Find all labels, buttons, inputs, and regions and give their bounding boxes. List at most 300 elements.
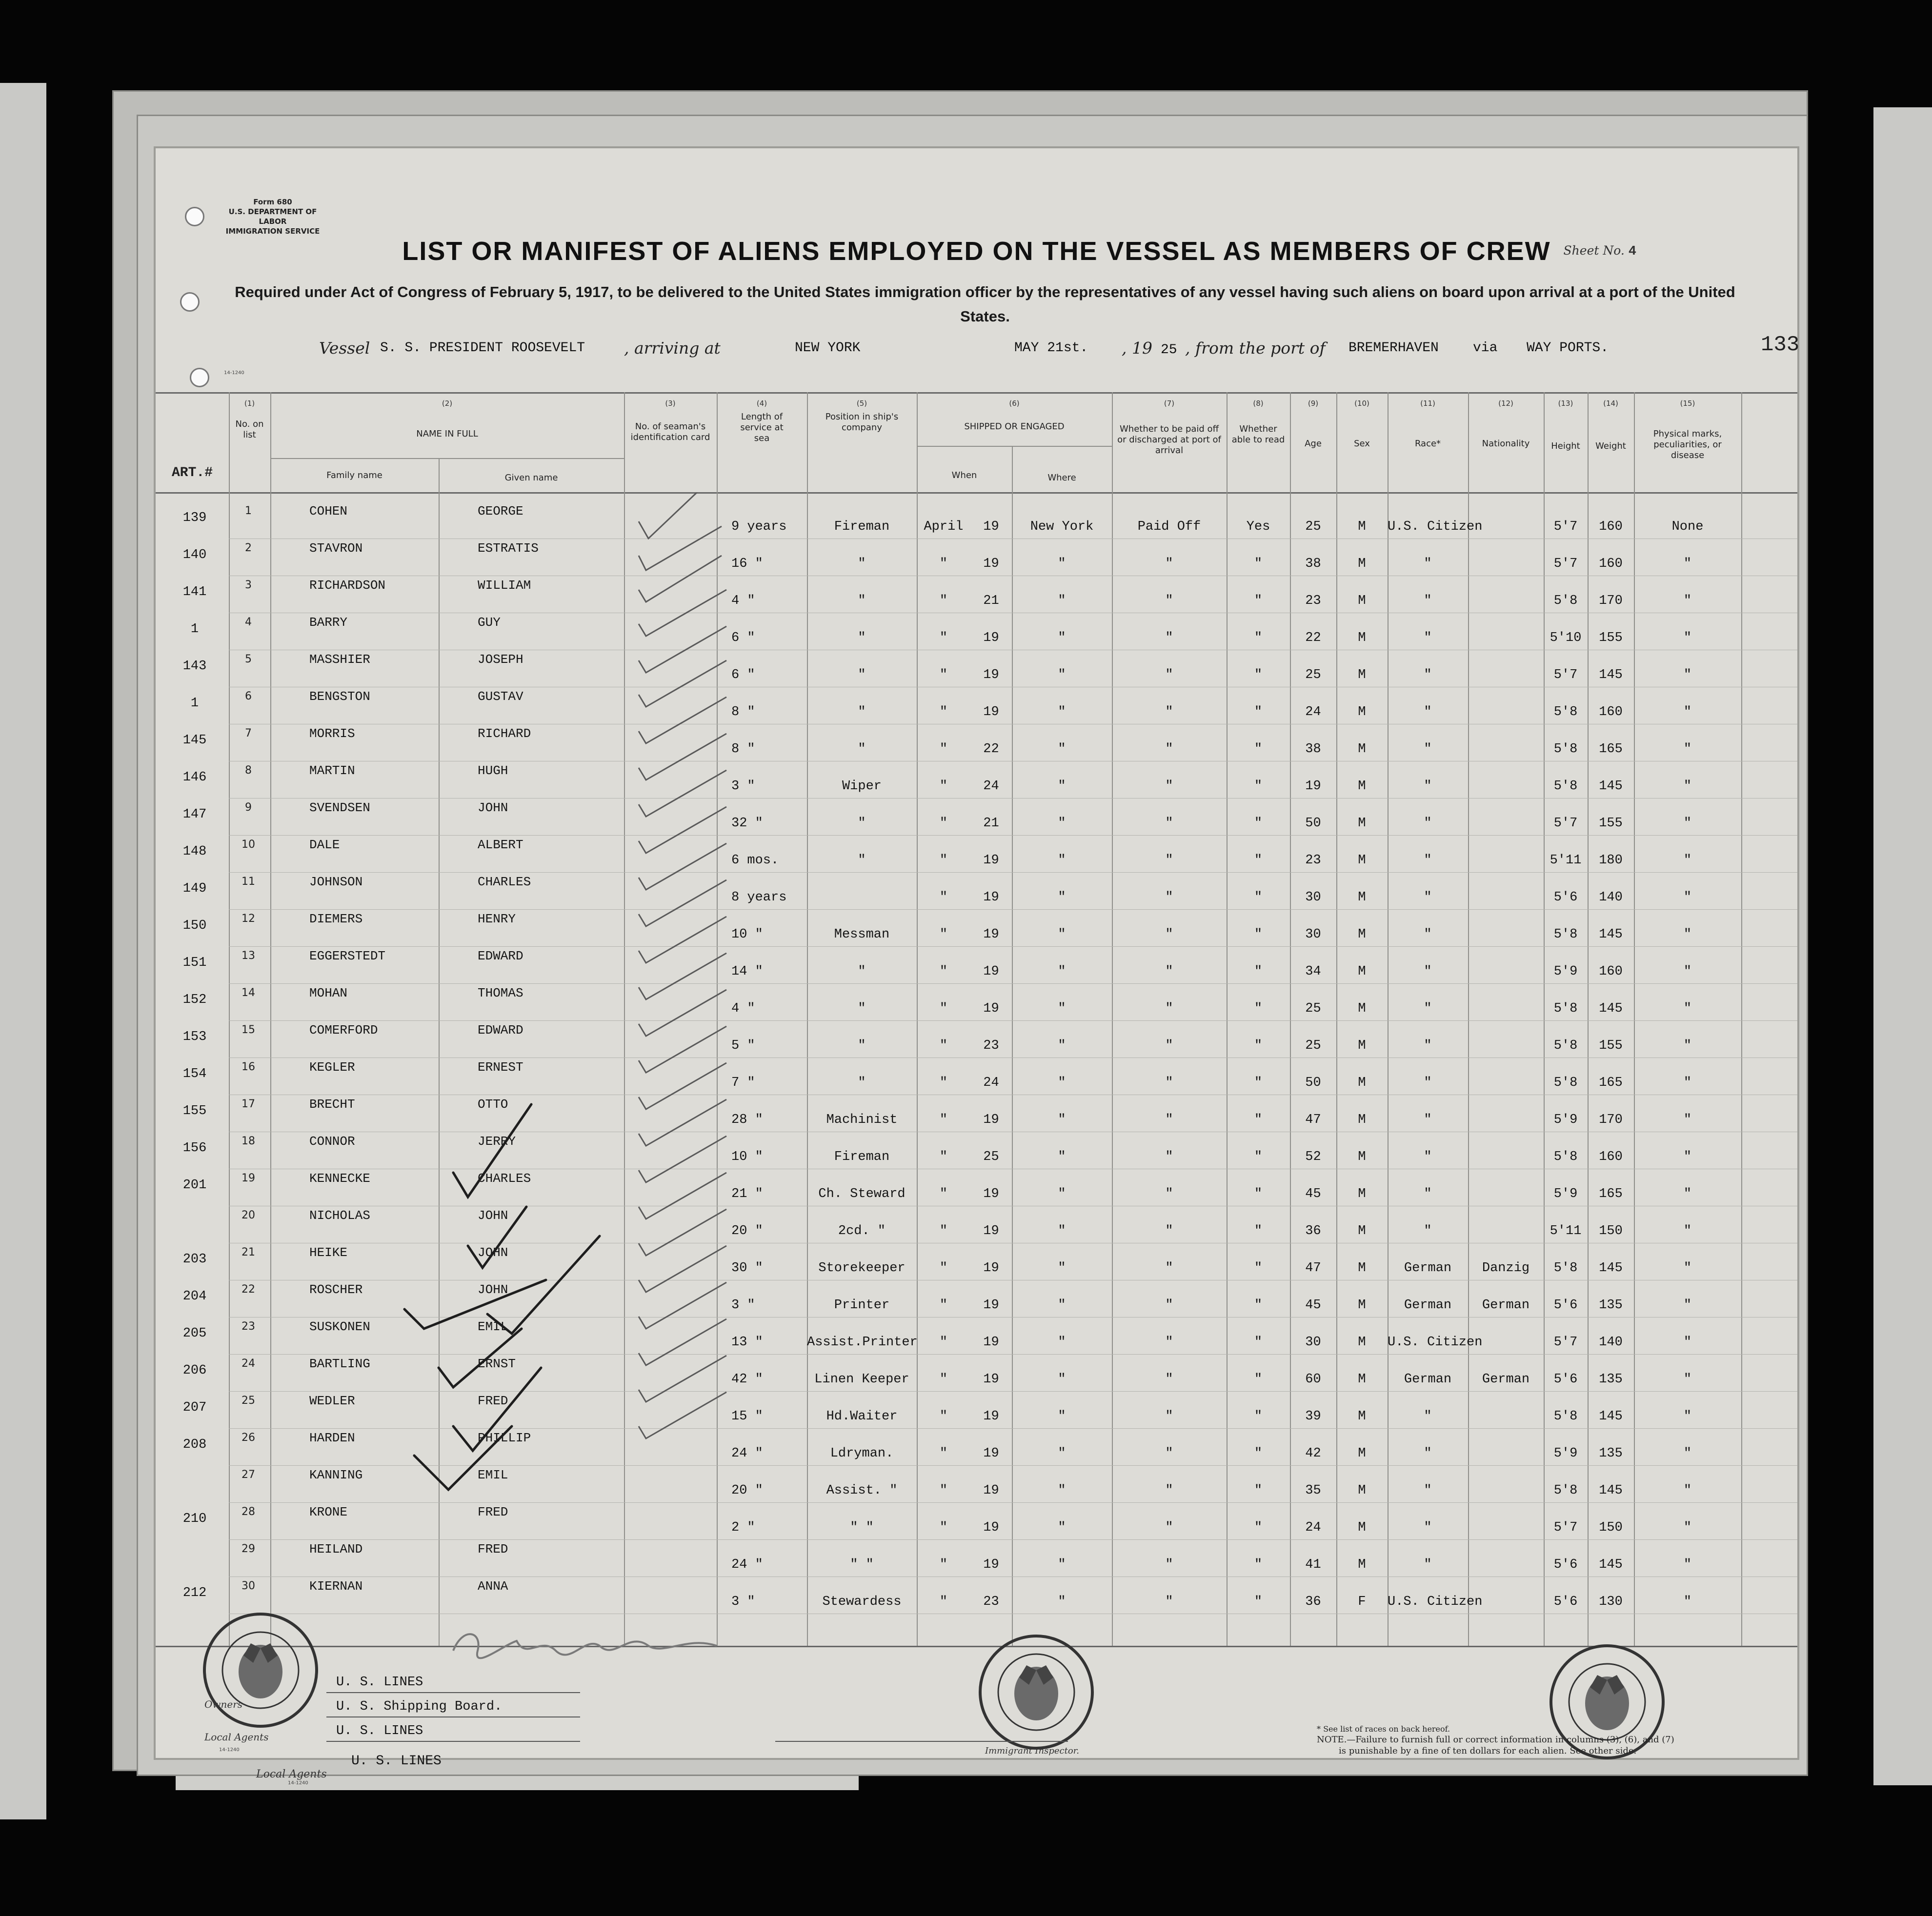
row-list-number: 24: [242, 1357, 255, 1370]
consulate-seal-center: [975, 1631, 1097, 1753]
row-art-number: 205: [182, 1326, 207, 1341]
row-where: ": [1058, 1038, 1066, 1053]
row-able-to-read: Yes: [1246, 519, 1270, 534]
col-header-name: NAME IN FULL: [416, 429, 478, 439]
row-list-number: 15: [242, 1024, 255, 1036]
row-when-day: 19: [983, 1187, 999, 1201]
row-able-to-read: ": [1254, 1076, 1263, 1090]
row-paid-off: ": [1165, 1557, 1173, 1572]
row-able-to-read: ": [1254, 1150, 1263, 1164]
row-position: " ": [850, 1557, 874, 1572]
row-physical-marks: ": [1683, 1483, 1692, 1498]
col-header-family: Family name: [326, 470, 382, 480]
row-height: 5'7: [1553, 1335, 1578, 1350]
row-list-number: 6: [245, 690, 252, 702]
row-sex: M: [1358, 1261, 1366, 1276]
row-given-name: JOHN: [478, 1282, 508, 1297]
row-paid-off: ": [1165, 1595, 1173, 1609]
row-race: ": [1424, 1557, 1432, 1572]
row-when-day: 19: [983, 1335, 999, 1350]
row-paid-off: Paid Off: [1137, 519, 1201, 534]
row-able-to-read: ": [1254, 742, 1263, 757]
row-physical-marks: ": [1683, 1038, 1692, 1053]
manifest-sheet: [154, 146, 1799, 1760]
row-position: ": [858, 964, 866, 979]
row-length-service: 32 ": [731, 816, 763, 831]
row-age: 25: [1305, 668, 1321, 682]
row-weight: 170: [1599, 594, 1623, 608]
row-length-service: 8 ": [731, 742, 755, 757]
row-paid-off: ": [1165, 1224, 1173, 1238]
row-age: 38: [1305, 557, 1321, 571]
row-physical-marks: ": [1683, 1298, 1692, 1313]
row-position: ": [858, 853, 866, 868]
row-art-number: 155: [182, 1104, 207, 1118]
row-where: ": [1058, 1113, 1066, 1127]
row-given-name: GUSTAV: [478, 689, 523, 704]
via-label: via: [1473, 340, 1498, 356]
row-physical-marks: ": [1683, 1335, 1692, 1350]
inspector-signature: [443, 1617, 746, 1675]
row-given-name: CHARLES: [478, 875, 531, 889]
row-length-service: 15 ": [731, 1409, 763, 1424]
row-weight: 145: [1599, 1001, 1623, 1016]
row-race: ": [1424, 1150, 1432, 1164]
row-when-day: 19: [983, 1557, 999, 1572]
row-race: ": [1424, 1409, 1432, 1424]
consulate-seal-left: [200, 1609, 322, 1731]
row-paid-off: ": [1165, 1483, 1173, 1498]
table-top-rule: [156, 392, 1797, 394]
row-position: Hd.Waiter: [826, 1409, 898, 1424]
table-row: [156, 1021, 1797, 1058]
row-list-number: 9: [245, 801, 252, 814]
row-height: 5'7: [1553, 557, 1578, 571]
row-given-name: FRED: [478, 1505, 508, 1519]
row-sex: M: [1358, 1446, 1366, 1461]
row-height: 5'6: [1553, 1557, 1578, 1572]
row-length-service: 6 ": [731, 668, 755, 682]
row-able-to-read: ": [1254, 1557, 1263, 1572]
row-age: 22: [1305, 631, 1321, 645]
row-when-month: ": [939, 927, 948, 942]
print-code-bottom-1: 14-1240: [219, 1747, 240, 1753]
row-when-day: 23: [983, 1038, 999, 1053]
row-when-month: ": [939, 890, 948, 905]
row-sex: M: [1358, 890, 1366, 905]
row-art-number: 149: [182, 881, 207, 896]
row-position: Assist. ": [826, 1483, 898, 1498]
row-age: 23: [1305, 594, 1321, 608]
row-position: Messman: [834, 927, 890, 942]
owner-rule-1: [326, 1692, 580, 1693]
row-list-number: 13: [242, 950, 255, 962]
row-family-name: KRONE: [309, 1505, 348, 1519]
row-sex: M: [1358, 668, 1366, 682]
local-agents-label: Local Agents: [204, 1731, 269, 1743]
row-physical-marks: ": [1683, 1113, 1692, 1127]
col-header-position: Position in ship's company: [825, 412, 899, 433]
table-row: [156, 761, 1797, 798]
row-art-number: 152: [182, 993, 207, 1007]
row-when-day: 19: [983, 1409, 999, 1424]
row-length-service: 2 ": [731, 1520, 755, 1535]
col-header-height: Height: [1551, 441, 1580, 451]
header-bottom-rule: [156, 492, 1797, 494]
row-position: Printer: [834, 1298, 890, 1313]
via-ports: WAY PORTS.: [1527, 340, 1609, 356]
row-length-service: 10 ": [731, 927, 763, 942]
row-where: ": [1058, 594, 1066, 608]
row-position: Fireman: [834, 1150, 890, 1164]
row-able-to-read: ": [1254, 594, 1263, 608]
row-height: 5'7: [1553, 816, 1578, 831]
form-department: U.S. DEPARTMENT OF LABOR: [228, 207, 317, 226]
row-family-name: BRECHT: [309, 1097, 355, 1112]
col-header-art: ART.#: [171, 465, 213, 480]
row-race: ": [1424, 1483, 1432, 1498]
row-given-name: FRED: [478, 1394, 508, 1408]
col-num: (11): [1420, 399, 1435, 408]
row-sex: F: [1358, 1595, 1366, 1609]
row-physical-marks: ": [1683, 1520, 1692, 1535]
row-family-name: COMERFORD: [309, 1023, 378, 1038]
row-art-number: 210: [182, 1512, 207, 1526]
row-weight: 145: [1599, 1261, 1623, 1276]
row-length-service: 13 ": [731, 1335, 763, 1350]
row-art-number: 143: [182, 659, 207, 674]
row-physical-marks: ": [1683, 1372, 1692, 1387]
row-paid-off: ": [1165, 631, 1173, 645]
row-position: ": [858, 668, 866, 682]
row-art-number: 206: [182, 1363, 207, 1378]
row-list-number: 22: [242, 1283, 255, 1296]
row-family-name: KIERNAN: [309, 1579, 363, 1594]
row-sex: M: [1358, 1372, 1366, 1387]
row-art-number: 146: [182, 770, 207, 785]
row-family-name: COHEN: [309, 504, 348, 519]
row-list-number: 29: [242, 1543, 255, 1555]
row-sex: M: [1358, 1038, 1366, 1053]
row-height: 5'6: [1553, 1298, 1578, 1313]
row-age: 45: [1305, 1187, 1321, 1201]
row-list-number: 30: [242, 1580, 255, 1592]
row-where: ": [1058, 705, 1066, 719]
row-paid-off: ": [1165, 594, 1173, 608]
row-when-month: ": [939, 1224, 948, 1238]
row-sex: M: [1358, 1335, 1366, 1350]
row-paid-off: ": [1165, 890, 1173, 905]
row-paid-off: ": [1165, 1187, 1173, 1201]
row-length-service: 9 years: [731, 519, 787, 534]
row-race: ": [1424, 1038, 1432, 1053]
row-when-day: 19: [983, 890, 999, 905]
row-length-service: 8 ": [731, 705, 755, 719]
row-height: 5'11: [1550, 853, 1582, 868]
row-list-number: 3: [245, 579, 252, 591]
row-sex: M: [1358, 1483, 1366, 1498]
row-physical-marks: ": [1683, 779, 1692, 794]
row-physical-marks: ": [1683, 631, 1692, 645]
row-where: ": [1058, 1446, 1066, 1461]
form-header: [224, 197, 322, 236]
row-race: ": [1424, 816, 1432, 831]
arriving-label: , arriving at: [624, 339, 721, 358]
row-able-to-read: ": [1254, 1001, 1263, 1016]
row-age: 34: [1305, 964, 1321, 979]
row-family-name: DALE: [309, 838, 340, 852]
row-art-number: 141: [182, 585, 207, 599]
row-physical-marks: ": [1683, 816, 1692, 831]
row-weight: 165: [1599, 1076, 1623, 1090]
row-height: 5'8: [1553, 1483, 1578, 1498]
row-given-name: EDWARD: [478, 949, 523, 963]
row-physical-marks: ": [1683, 927, 1692, 942]
shipped-header-rule: [917, 446, 1112, 447]
punch-hole-mid: [180, 292, 200, 312]
row-race: U.S. Citizen: [1388, 1335, 1483, 1350]
row-nationality: German: [1482, 1372, 1530, 1387]
owner-line-2: U. S. Shipping Board.: [336, 1699, 503, 1714]
row-able-to-read: ": [1254, 816, 1263, 831]
row-sex: M: [1358, 1520, 1366, 1535]
row-given-name: JOHN: [478, 1245, 508, 1260]
row-race: ": [1424, 1224, 1432, 1238]
row-family-name: BARTLING: [309, 1357, 370, 1371]
row-length-service: 20 ": [731, 1224, 763, 1238]
row-weight: 180: [1599, 853, 1623, 868]
row-given-name: ESTRATIS: [478, 541, 539, 556]
row-family-name: CONNOR: [309, 1134, 355, 1149]
row-when-month: ": [939, 816, 948, 831]
row-physical-marks: None: [1671, 519, 1704, 534]
row-physical-marks: ": [1683, 1557, 1692, 1572]
row-length-service: 42 ": [731, 1372, 763, 1387]
row-height: 5'8: [1553, 705, 1578, 719]
row-family-name: ROSCHER: [309, 1282, 363, 1297]
row-paid-off: ": [1165, 1298, 1173, 1313]
row-when-day: 19: [983, 1224, 999, 1238]
row-race: ": [1424, 927, 1432, 942]
row-able-to-read: ": [1254, 1409, 1263, 1424]
row-list-number: 27: [242, 1469, 255, 1481]
row-where: ": [1058, 1335, 1066, 1350]
row-list-number: 28: [242, 1506, 255, 1518]
table-row: [156, 613, 1797, 650]
page-number: 133: [1761, 333, 1800, 357]
row-race: ": [1424, 742, 1432, 757]
row-paid-off: ": [1165, 816, 1173, 831]
row-age: 47: [1305, 1113, 1321, 1127]
row-race: ": [1424, 1113, 1432, 1127]
row-weight: 135: [1599, 1372, 1623, 1387]
row-length-service: 6 mos.: [731, 853, 779, 868]
col-header-no-on-list: No. on list: [235, 419, 264, 440]
row-art-number: 139: [182, 511, 207, 525]
row-weight: 145: [1599, 779, 1623, 794]
row-family-name: WEDLER: [309, 1394, 355, 1408]
row-weight: 135: [1599, 1298, 1623, 1313]
row-list-number: 26: [242, 1432, 255, 1444]
row-given-name: RICHARD: [478, 726, 531, 741]
row-height: 5'8: [1553, 927, 1578, 942]
row-race: ": [1424, 1076, 1432, 1090]
row-when-month: ": [939, 705, 948, 719]
local-agents-label-2: Local Agents: [256, 1768, 327, 1780]
row-weight: 160: [1599, 557, 1623, 571]
row-list-number: 17: [242, 1098, 255, 1110]
row-weight: 140: [1599, 890, 1623, 905]
row-when-month: ": [939, 742, 948, 757]
row-race: German: [1404, 1261, 1452, 1276]
row-age: 30: [1305, 890, 1321, 905]
row-when-month: ": [939, 1261, 948, 1276]
row-when-month: ": [939, 668, 948, 682]
row-physical-marks: ": [1683, 668, 1692, 682]
row-given-name: PHILLIP: [478, 1431, 531, 1445]
row-height: 5'9: [1553, 1446, 1578, 1461]
row-sex: M: [1358, 1224, 1366, 1238]
row-list-number: 23: [242, 1320, 255, 1333]
year-prefix: , 19: [1122, 339, 1152, 358]
row-when-month: ": [939, 557, 948, 571]
row-family-name: STAVRON: [309, 541, 363, 556]
row-when-day: 19: [983, 964, 999, 979]
row-age: 25: [1305, 1001, 1321, 1016]
row-when-month: ": [939, 1520, 948, 1535]
row-where: ": [1058, 779, 1066, 794]
row-height: 5'8: [1553, 1001, 1578, 1016]
row-able-to-read: ": [1254, 890, 1263, 905]
row-weight: 135: [1599, 1446, 1623, 1461]
vessel-label: Vessel: [319, 339, 370, 358]
row-age: 50: [1305, 816, 1321, 831]
row-sex: M: [1358, 1409, 1366, 1424]
col-num: (6): [1009, 399, 1020, 408]
row-sex: M: [1358, 927, 1366, 942]
row-art-number: 150: [182, 918, 207, 933]
col-header-race: Race*: [1414, 439, 1441, 449]
row-family-name: BARRY: [309, 615, 348, 630]
table-row: [156, 650, 1797, 687]
row-physical-marks: ": [1683, 1409, 1692, 1424]
row-family-name: RICHARDSON: [309, 578, 386, 593]
row-weight: 155: [1599, 816, 1623, 831]
row-physical-marks: ": [1683, 853, 1692, 868]
inspector-label: Immigrant Inspector.: [985, 1746, 1080, 1756]
row-when-month: ": [939, 1483, 948, 1498]
row-weight: 150: [1599, 1224, 1623, 1238]
col-num: (14): [1603, 399, 1618, 408]
row-sex: M: [1358, 1557, 1366, 1572]
row-paid-off: ": [1165, 1076, 1173, 1090]
row-length-service: 16 ": [731, 557, 763, 571]
row-height: 5'10: [1550, 631, 1582, 645]
row-when-day: 19: [983, 631, 999, 645]
row-paid-off: ": [1165, 1150, 1173, 1164]
row-list-number: 5: [245, 653, 252, 665]
row-race: ": [1424, 1001, 1432, 1016]
row-when-day: 19: [983, 705, 999, 719]
row-art-number: 156: [182, 1141, 207, 1156]
row-age: 23: [1305, 853, 1321, 868]
row-family-name: HARDEN: [309, 1431, 355, 1445]
row-when-day: 19: [983, 1446, 999, 1461]
row-when-day: 19: [983, 1372, 999, 1387]
row-physical-marks: ": [1683, 1224, 1692, 1238]
row-given-name: ERNEST: [478, 1060, 523, 1075]
row-length-service: 8 years: [731, 890, 787, 905]
row-when-month: ": [939, 853, 948, 868]
footnote-races: * See list of races on back hereof.: [1317, 1724, 1450, 1734]
row-able-to-read: ": [1254, 557, 1263, 571]
row-list-number: 21: [242, 1246, 255, 1258]
row-position: ": [858, 705, 866, 719]
row-family-name: MARTIN: [309, 763, 355, 778]
row-when-month: ": [939, 1372, 948, 1387]
row-when-month: ": [939, 1557, 948, 1572]
row-given-name: JOHN: [478, 800, 508, 815]
row-where: ": [1058, 1261, 1066, 1276]
row-sex: M: [1358, 1150, 1366, 1164]
row-physical-marks: ": [1683, 1001, 1692, 1016]
row-able-to-read: ": [1254, 1113, 1263, 1127]
col-header-given: Given name: [504, 473, 558, 483]
row-position: ": [858, 594, 866, 608]
row-height: 5'8: [1553, 1038, 1578, 1053]
local-agents-value: U. S. LINES: [336, 1724, 423, 1738]
row-height: 5'8: [1553, 1076, 1578, 1090]
row-paid-off: ": [1165, 1372, 1173, 1387]
row-given-name: OTTO: [478, 1097, 508, 1112]
row-age: 30: [1305, 1335, 1321, 1350]
row-family-name: SUSKONEN: [309, 1319, 370, 1334]
col-num: (15): [1680, 399, 1695, 408]
row-able-to-read: ": [1254, 1298, 1263, 1313]
row-list-number: 11: [242, 876, 255, 888]
row-when-month: ": [939, 779, 948, 794]
row-where: ": [1058, 1409, 1066, 1424]
row-race: ": [1424, 964, 1432, 979]
row-physical-marks: ": [1683, 1446, 1692, 1461]
row-age: 50: [1305, 1076, 1321, 1090]
row-art-number: 140: [182, 548, 207, 562]
row-list-number: 4: [245, 616, 252, 628]
row-able-to-read: ": [1254, 927, 1263, 942]
row-family-name: JOHNSON: [309, 875, 363, 889]
row-weight: 130: [1599, 1595, 1623, 1609]
row-physical-marks: ": [1683, 890, 1692, 905]
row-art-number: 201: [182, 1178, 207, 1193]
row-list-number: 1: [245, 505, 252, 517]
row-length-service: 3 ": [731, 1595, 755, 1609]
row-sex: M: [1358, 705, 1366, 719]
row-length-service: 3 ": [731, 779, 755, 794]
arriving-port: NEW YORK: [795, 340, 861, 356]
row-length-service: 21 ": [731, 1187, 763, 1201]
row-length-service: 30 ": [731, 1261, 763, 1276]
col-num: (1): [244, 399, 255, 408]
row-length-service: 6 ": [731, 631, 755, 645]
row-sex: M: [1358, 557, 1366, 571]
row-nationality: German: [1482, 1298, 1530, 1313]
row-race: ": [1424, 853, 1432, 868]
table-row: [156, 576, 1797, 613]
col-num: (4): [756, 399, 767, 408]
row-where: ": [1058, 1298, 1066, 1313]
row-where: ": [1058, 1150, 1066, 1164]
col-header-shipped: SHIPPED OR ENGAGED: [964, 421, 1065, 432]
